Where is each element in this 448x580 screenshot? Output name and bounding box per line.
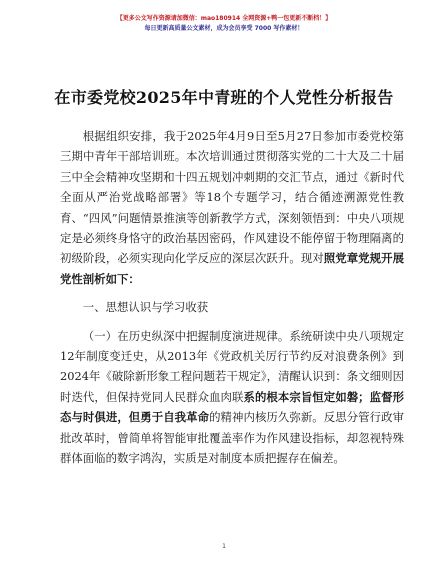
section-text-2: 的精神内核历久弥新。反思分管行政审批改革时，曾简单将智能审批覆盖率作为作风建设指标，却忽视特殊群体面临的数字鸿沟，实质是对制度本质把握存在偏差。 — [60, 410, 404, 466]
section-heading: 一、思想认识与学习收获 — [82, 300, 209, 315]
promo-line-1: 【更多公文写作资源请加微信：mao180914 全网资源+鸭一包更新不断档！】 — [116, 15, 332, 22]
section-paragraph — [60, 326, 404, 469]
section-bold-text: 系的根本宗旨恒定如磐；监督形态与时俱进，但勇于自我革命 — [60, 389, 404, 425]
promo-line-2: 每日更新高质量公文素材，成为会员享受 7000 写作素材！ — [144, 25, 304, 32]
promo-banner — [0, 14, 448, 34]
intro-text: 根据组织安排，我于2025年4月9日至5月27日参加市委党校第三期中青年干部培训班。本次培训通过贯彻落实党的二十大及二十届三中全会精神攻坚期和十四五规划冲刺期的交汇节点，通过《新时代全面从严治党战略部署》等18个专题学习，结合循迹溯源党性教育、“四风”问题情景推演等创新教学方式，深刻领悟到：中央八项规定是必须终身恪守的政治基因密码，作风建设不能停留于物理隔离的初级阶段，必须实现向化学反应的深层次跃升。现对 — [60, 129, 404, 266]
page-number: 1 — [222, 543, 226, 550]
intro-paragraph — [60, 126, 404, 289]
document-body — [60, 126, 404, 469]
section-text-1: （一）在历史纵深中把握制度演进规律。系统研读中央八项规定12年制度变迁史，从2013年《党政机关厉行节约反对浪费条例》到2024年《破除新形象工程问题若干规定》，清醒认识到：条文细则因时迭代，但保持党同人民群众血肉联 — [60, 328, 404, 404]
document-title: 在市委党校2025年中青班的个人党性分析报告 — [54, 88, 394, 107]
intro-bold-text: 照党章党规开展党性剖析如下： — [60, 251, 404, 286]
